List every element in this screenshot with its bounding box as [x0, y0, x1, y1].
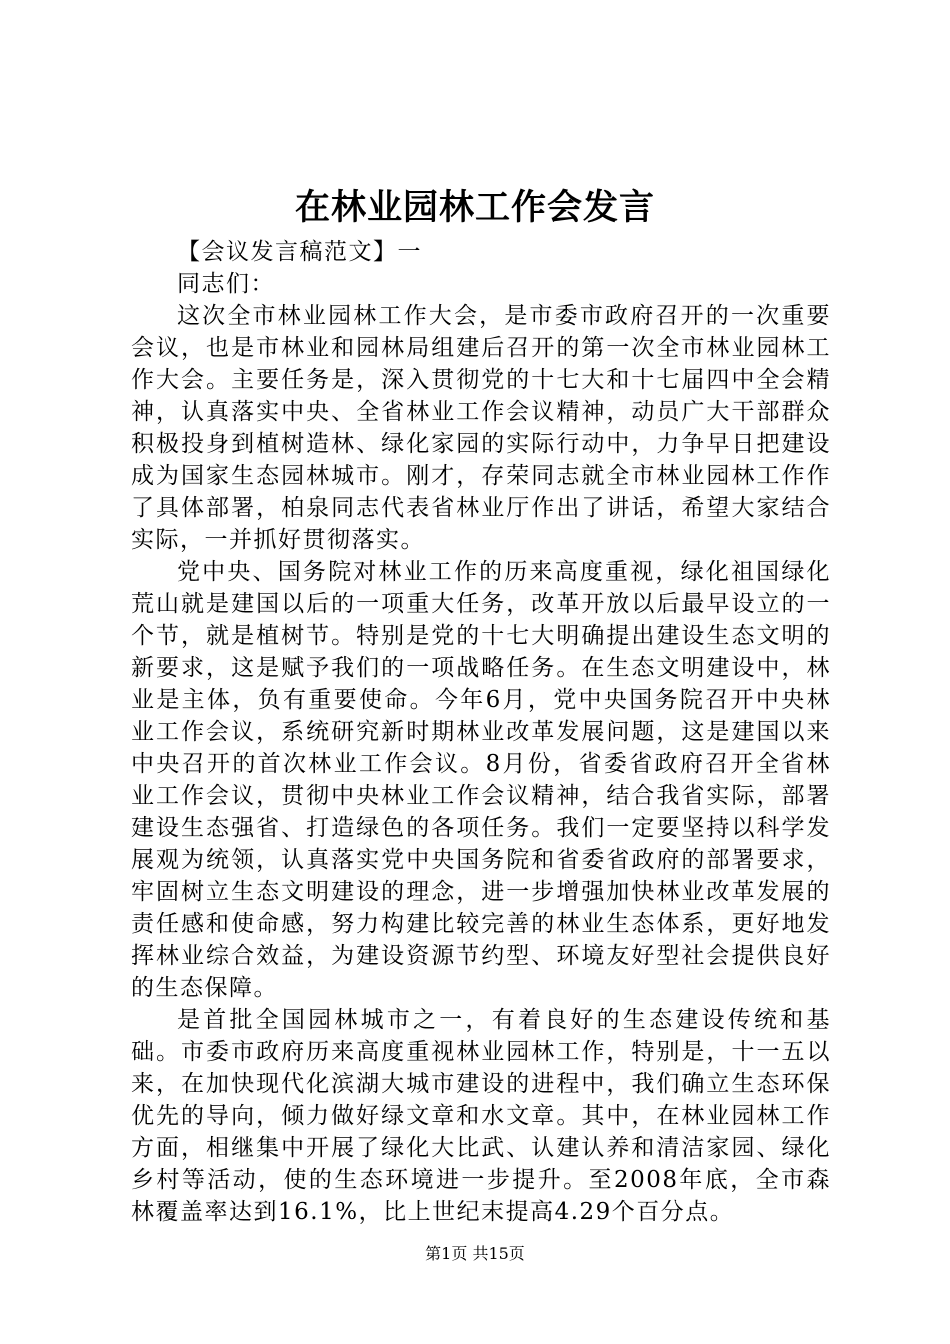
document-title: 在林业园林工作会发言	[294, 187, 655, 228]
document-body	[131, 236, 831, 1228]
page-footer: 第1页 共15页	[425, 1244, 525, 1263]
paragraph-1: 这次全市林业园林工作大会，是市委市政府召开的一次重要会议，也是市林业和园林局组建后召开的第一次全市林业园林工作大会。主要任务是，深入贯彻党的十七大和十七届四中全会精神，认真落实中央、全省林业工作会议精神，动员广大干部群众积极投身到植树造林、绿化家园的实际行动中，力争早日把建设成为国家生态园林城市。刚才，存荣同志就全市林业园林工作作了具体部署，柏泉同志代表省林业厅作出了讲话，希望大家结合实际，一并抓好贯彻落实。	[131, 303, 831, 553]
paragraph-heading: 【会议发言稿范文】一	[177, 239, 422, 265]
paragraph-salutation: 同志们：	[177, 271, 275, 297]
paragraph-2: 党中央、国务院对林业工作的历来高度重视，绿化祖国绿化荒山就是建国以后的一项重大任务，改革开放以后最早设立的一个节，就是植树节。特别是党的十七大明确提出建设生态文明的新要求，这是赋予我们的一项战略任务。在生态文明建设中，林业是主体，负有重要使命。今年6月，党中央国务院召开中央林业工作会议，系统研究新时期林业改革发展问题，这是建国以来中央召开的首次林业工作会议。8月份，省委省政府召开全省林业工作会议，贯彻中央林业工作会议精神，结合我省实际，部署建设生态强省、打造绿色的各项任务。我们一定要坚持以科学发展观为统领，认真落实党中央国务院和省委省政府的部署要求，牢固树立生态文明建设的理念，进一步增强加快林业改革发展的责任感和使命感，努力构建比较完善的林业生态体系，更好地发挥林业综合效益，为建设资源节约型、环境友好型社会提供良好的生态保障。	[131, 559, 831, 1001]
paragraph-3: 是首批全国园林城市之一，有着良好的生态建设传统和基础。市委市政府历来高度重视林业园林工作，特别是，十一五以来，在加快现代化滨湖大城市建设的进程中，我们确立生态环保优先的导向，倾力做好绿文章和水文章。其中，在林业园林工作方面，相继集中开展了绿化大比武、认建认养和清洁家园、绿化乡村等活动，使的生态环境进一步提升。至2008年底，全市森林覆盖率达到16.1%，比上世纪末提高4.29个百分点。	[131, 1007, 831, 1225]
